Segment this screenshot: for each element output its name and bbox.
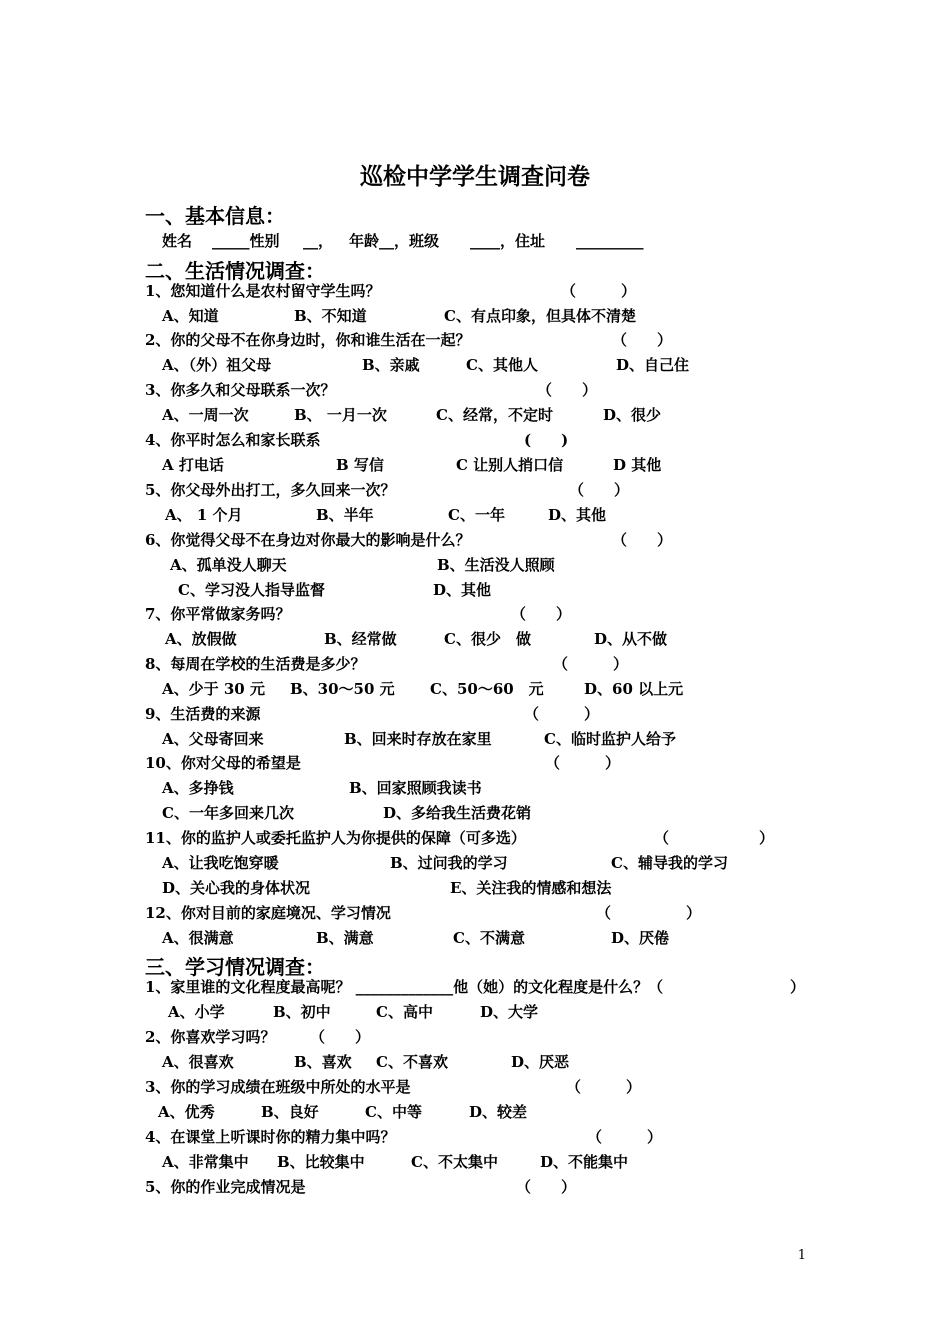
section-basic-info-heading: 一、基本信息： <box>145 204 285 228</box>
option: A、父母寄回来 <box>162 730 264 748</box>
option: B、 一月一次 <box>294 406 387 424</box>
options-row <box>0 1050 950 1075</box>
question-text: 10、你对父母的希望是 <box>145 754 301 772</box>
option: D 其他 <box>613 456 662 474</box>
field-address-label: ____，住址 <box>470 232 546 250</box>
option: C、50～60 元 <box>430 680 544 698</box>
question <box>0 826 950 851</box>
option: D、从不做 <box>594 630 668 648</box>
question <box>0 428 950 453</box>
options-row <box>0 1100 950 1125</box>
option: D、大学 <box>480 1003 539 1021</box>
field-name-label: 姓名 <box>162 232 193 250</box>
question-text: 3、你多久和父母联系一次？ <box>145 381 336 399</box>
option: D、关心我的身体状况 <box>162 879 311 897</box>
options-row <box>0 553 950 578</box>
options-row <box>0 353 950 378</box>
option: A、放假做 <box>165 630 237 648</box>
answer-bracket: （ ） <box>587 1128 663 1146</box>
option: C、其他人 <box>466 356 538 374</box>
option: C、很少 做 <box>444 630 531 648</box>
question <box>0 751 950 776</box>
question <box>0 702 950 727</box>
option: D、厌倦 <box>611 929 670 947</box>
option: B、经常做 <box>324 630 397 648</box>
option: C、一年 <box>448 506 505 524</box>
option: A、一周一次 <box>162 406 249 424</box>
answer-bracket: （ ） <box>569 481 630 499</box>
question-text: 7、你平常做家务吗？ <box>145 605 291 623</box>
option: A、非常集中 <box>162 1153 249 1171</box>
option: D、厌恶 <box>511 1053 570 1071</box>
option: B、回来时存放在家里 <box>344 730 492 748</box>
options-row <box>0 627 950 652</box>
options-row <box>0 453 950 478</box>
question <box>0 1125 950 1150</box>
option: A 打电话 <box>162 456 224 474</box>
question-text: 2、你的父母不在你身边时，你和谁生活在一起？ <box>145 331 471 349</box>
question-text: 8、每周在学校的生活费是多少？ <box>145 655 366 673</box>
options-row <box>0 578 950 603</box>
question <box>0 378 950 403</box>
question <box>0 652 950 677</box>
question-text: 4、你平时怎么和家长联系 <box>145 431 321 449</box>
options-row <box>0 851 950 876</box>
options-row <box>0 1000 950 1025</box>
option: E、关注我的情感和想法 <box>450 879 612 897</box>
option: C 让别人捎口信 <box>456 456 564 474</box>
field-gender-blank: __， <box>303 232 334 250</box>
option: B、30～50 元 <box>290 680 395 698</box>
question <box>0 901 950 926</box>
question <box>0 328 950 353</box>
option: C、高中 <box>376 1003 433 1021</box>
options-row <box>0 876 950 901</box>
option: D、其他 <box>433 581 492 599</box>
option: C、有点印象，但具体不清楚 <box>444 307 636 325</box>
options-row <box>0 677 950 702</box>
option: D、多给我生活费花销 <box>383 804 532 822</box>
answer-bracket: （ ） <box>537 381 598 399</box>
question <box>0 1175 950 1200</box>
field-address-blank: _________ <box>576 232 644 250</box>
options-row <box>0 727 950 752</box>
question-text: 1、您知道什么是农村留守学生吗？ <box>145 282 381 300</box>
section-study-heading: 三、学习情况调查： <box>145 955 325 979</box>
option: A、知道 <box>162 307 219 325</box>
question <box>0 528 950 553</box>
question-text: 3、你的学习成绩在班级中所处的水平是 <box>145 1078 411 1096</box>
section-life-heading: 二、生活情况调查： <box>145 259 325 283</box>
question <box>0 478 950 503</box>
question-text: 6、你觉得父母不在身边对你最大的影响是什么？ <box>145 531 471 549</box>
option: B、回家照顾我读书 <box>349 779 482 797</box>
question <box>0 1025 950 1050</box>
question-text: 2、你喜欢学习吗？ <box>145 1028 276 1046</box>
option: B、比较集中 <box>277 1153 365 1171</box>
option: A、（外）祖父母 <box>162 356 272 374</box>
question <box>0 1075 950 1100</box>
option: B 写信 <box>336 456 384 474</box>
option: A、少于 30 元 <box>162 680 265 698</box>
options-row <box>0 503 950 528</box>
options-row <box>0 926 950 951</box>
page-number: 1 <box>797 1248 806 1263</box>
question-text: 4、在课堂上听课时你的精力集中吗？ <box>145 1128 396 1146</box>
question <box>0 602 950 627</box>
answer-bracket: （ ） <box>511 605 572 623</box>
option: A、孤单没人聊天 <box>170 556 287 574</box>
question-text: 9、生活费的来源 <box>145 705 261 723</box>
question-text: 11、你的监护人或委托监护人为你提供的保障（可多选） <box>145 829 526 847</box>
option: B、生活没人照顾 <box>437 556 555 574</box>
options-row <box>0 776 950 801</box>
option: A、优秀 <box>158 1103 215 1121</box>
option: B、良好 <box>261 1103 319 1121</box>
answer-bracket: （ ） <box>545 754 621 772</box>
question-text: 5、你父母外出打工，多久回来一次？ <box>145 481 396 499</box>
answer-bracket: （ ） <box>524 705 600 723</box>
option: C、不太集中 <box>411 1153 498 1171</box>
field-age-class-label: 年龄__，班级 <box>349 232 440 250</box>
option: A、 1 个月 <box>165 506 243 524</box>
option: C、一年多回来几次 <box>162 804 294 822</box>
option: B、不知道 <box>294 307 367 325</box>
option: A、让我吃饱穿暖 <box>162 854 279 872</box>
option: A、很喜欢 <box>162 1053 234 1071</box>
options-row <box>0 801 950 826</box>
option: B、满意 <box>316 929 374 947</box>
options-row <box>0 1150 950 1175</box>
question <box>0 279 950 304</box>
answer-bracket: （ ） <box>516 1178 577 1196</box>
answer-bracket: （ ） <box>561 282 637 300</box>
option: B、初中 <box>273 1003 331 1021</box>
option: B、亲戚 <box>362 356 420 374</box>
option: B、喜欢 <box>294 1053 352 1071</box>
option: A、多挣钱 <box>162 779 234 797</box>
option: C、学习没人指导监督 <box>178 581 325 599</box>
question-text: 12、你对目前的家庭境况、学习情况 <box>145 904 391 922</box>
question <box>0 975 950 1000</box>
question-text: 5、你的作业完成情况是 <box>145 1178 306 1196</box>
basic-info-fields <box>0 229 950 254</box>
answer-bracket: （ ） <box>310 1028 371 1046</box>
option: C、辅导我的学习 <box>611 854 728 872</box>
option: C、中等 <box>365 1103 422 1121</box>
answer-bracket: （ ） <box>553 655 629 673</box>
option: C、不满意 <box>453 929 525 947</box>
option: D、60 以上元 <box>584 680 684 698</box>
question-text: 1、家里谁的文化程度最高呢？ _____________他（她）的文化程度是什么？（ <box>145 978 664 996</box>
answer-bracket: （ ） <box>596 904 702 922</box>
answer-bracket: （ ） <box>612 531 673 549</box>
option: D、很少 <box>603 406 662 424</box>
answer-bracket: （ ） <box>612 331 673 349</box>
answer-bracket: （ ） <box>566 1078 642 1096</box>
field-gender-label: _____性别 <box>212 232 280 250</box>
options-row <box>0 403 950 428</box>
option: B、半年 <box>316 506 374 524</box>
option: D、其他 <box>548 506 607 524</box>
option: C、不喜欢 <box>376 1053 448 1071</box>
page-title: 巡检中学学生调查问卷 <box>360 164 590 190</box>
option: D、自己住 <box>616 356 690 374</box>
answer-bracket: ） <box>790 978 806 996</box>
option: A、小学 <box>168 1003 225 1021</box>
option: B、过问我的学习 <box>390 854 508 872</box>
option: C、临时监护人给予 <box>544 730 676 748</box>
option: D、较差 <box>469 1103 528 1121</box>
option: A、很满意 <box>162 929 234 947</box>
answer-bracket: （ ） <box>654 829 775 847</box>
option: C、经常，不定时 <box>436 406 553 424</box>
options-row <box>0 304 950 329</box>
option: D、不能集中 <box>540 1153 629 1171</box>
answer-bracket: ( ) <box>524 431 569 449</box>
